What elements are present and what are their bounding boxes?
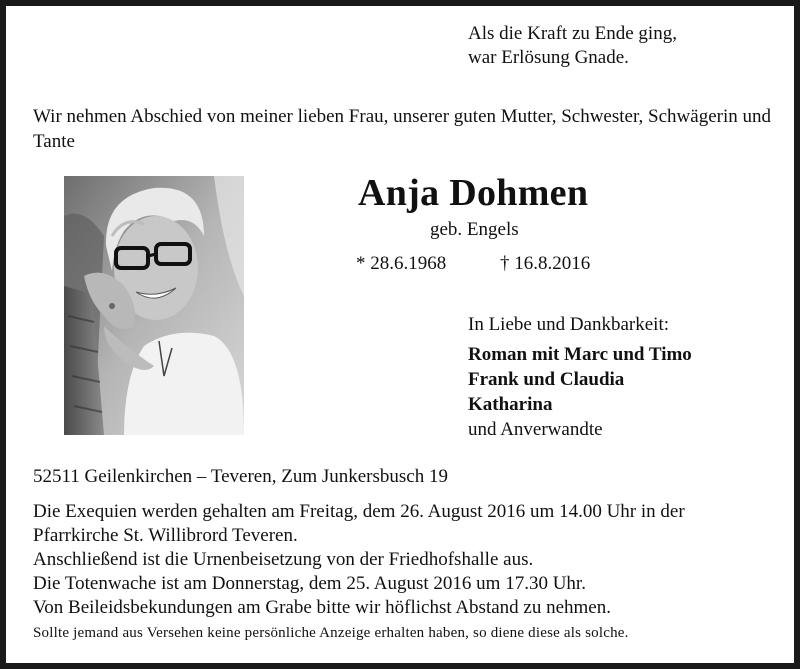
details-line: Die Totenwache ist am Donnerstag, dem 25. August 2016 um 17.30 Uhr. [33,573,586,594]
mourners-intro: In Liebe und Dankbarkeit: [468,314,670,335]
mourner-name: Roman mit Marc und Timo [468,344,692,365]
intro-text: Wir nehmen Abschied von meiner lieben Frau, unserer guten Mutter, Schwester, Schwägerin und Tante [33,106,771,152]
mourner-name: Katharina [468,394,553,415]
portrait-illustration [64,176,244,435]
details-line: Pfarrkirche St. Willibrord Teveren. [33,525,298,546]
mourners-others: und Anverwandte [468,419,603,440]
details-line: Anschließend ist die Urnenbeisetzung von der Friedhofshalle aus. [33,549,534,570]
deceased-name: Anja Dohmen [358,172,589,214]
border-right [794,0,800,669]
portrait-photo [64,176,244,435]
birth-date: * 28.6.1968 [356,253,447,274]
border-left [0,0,6,669]
motto [468,22,677,70]
mourners-block [468,312,692,442]
death-date: † 16.8.2016 [500,253,591,274]
details-line: Von Beileidsbekundungen am Grabe bitte wir höflichst Abstand zu nehmen. [33,597,611,618]
motto-line: war Erlösung Gnade. [468,47,629,68]
closing-note: Sollte jemand aus Versehen keine persönliche Anzeige erhalten haben, so diene diese als solche. [33,625,629,641]
motto-line: Als die Kraft zu Ende ging, [468,23,677,44]
family-address: 52511 Geilenkirchen – Teveren, Zum Junkersbusch 19 [33,466,448,487]
details-line: Die Exequien werden gehalten am Freitag, dem 26. August 2016 um 14.00 Uhr in der [33,501,685,522]
mourner-name: Frank und Claudia [468,369,625,390]
service-details [33,500,769,644]
maiden-name: geb. Engels [430,219,519,240]
